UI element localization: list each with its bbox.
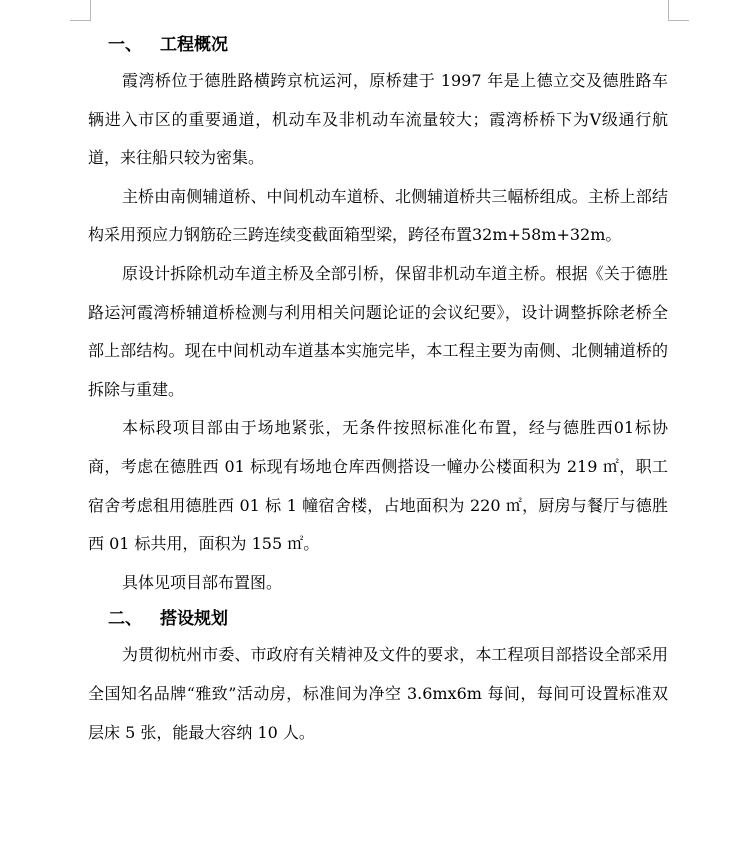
section-title: 工程概况 [160,35,228,55]
paragraph-main-bridge-structure: 主桥由南侧辅道桥、中间机动车道桥、北侧辅道桥共三幅桥组成。主桥上部结构采用预应力钢筋砼三跨连续变截面箱型梁，跨径布置32m+58m+32m。 [88,186,668,245]
paragraph-prefab-housing: 为贯彻杭州市委、市政府有关精神及文件的要求，本工程项目部搭设全部采用全国知名品牌“雅致”活动房，标准间为净空 3.6mx6m 每间，每间可设置标准双层床 5 张，能最大容纳 10 人。 [88,645,668,742]
crop-mark-top-left [70,0,91,21]
paragraph-layout-reference: 具体见项目部布置图。 [122,572,283,592]
section-heading-planning [88,602,668,636]
crop-mark-top-right [668,0,689,21]
section-number: 二、 [108,609,142,630]
paragraph-bridge-location: 霞湾桥位于德胜路横跨京杭运河，原桥建于 1997 年是上德立交及德胜路车辆进入市区的重要通道，机动车及非机动车流量较大；霞湾桥桥下为Ⅴ级通行航道，来往船只较为密集。 [88,71,668,168]
document-body [88,28,668,752]
section-heading-overview [88,28,668,62]
section-title: 搭设规划 [160,609,228,630]
paragraph-project-office: 本标段项目部由于场地紧张，无条件按照标准化布置，经与德胜西01标协商，考虑在德胜西 01 标现有场地仓库西侧搭设一幢办公楼面积为 219 ㎡，职工宿舍考虑租用德胜西 01 标 1 幢宿舍楼，占地面积为 220 ㎡，厨房与餐厅与德胜西 01 标共用，面积为 155 ㎡。 [88,418,668,554]
paragraph-demolition-design: 原设计拆除机动车道主桥及全部引桥，保留非机动车道主桥。根据《关于德胜路运河霞湾桥辅道桥检测与利用相关问题论证的会议纪要》，设计调整拆除老桥全部上部结构。现在中间机动车道基本实施完毕，本工程主要为南侧、北侧辅道桥的拆除与重建。 [88,263,668,399]
section-number: 一、 [108,35,142,55]
